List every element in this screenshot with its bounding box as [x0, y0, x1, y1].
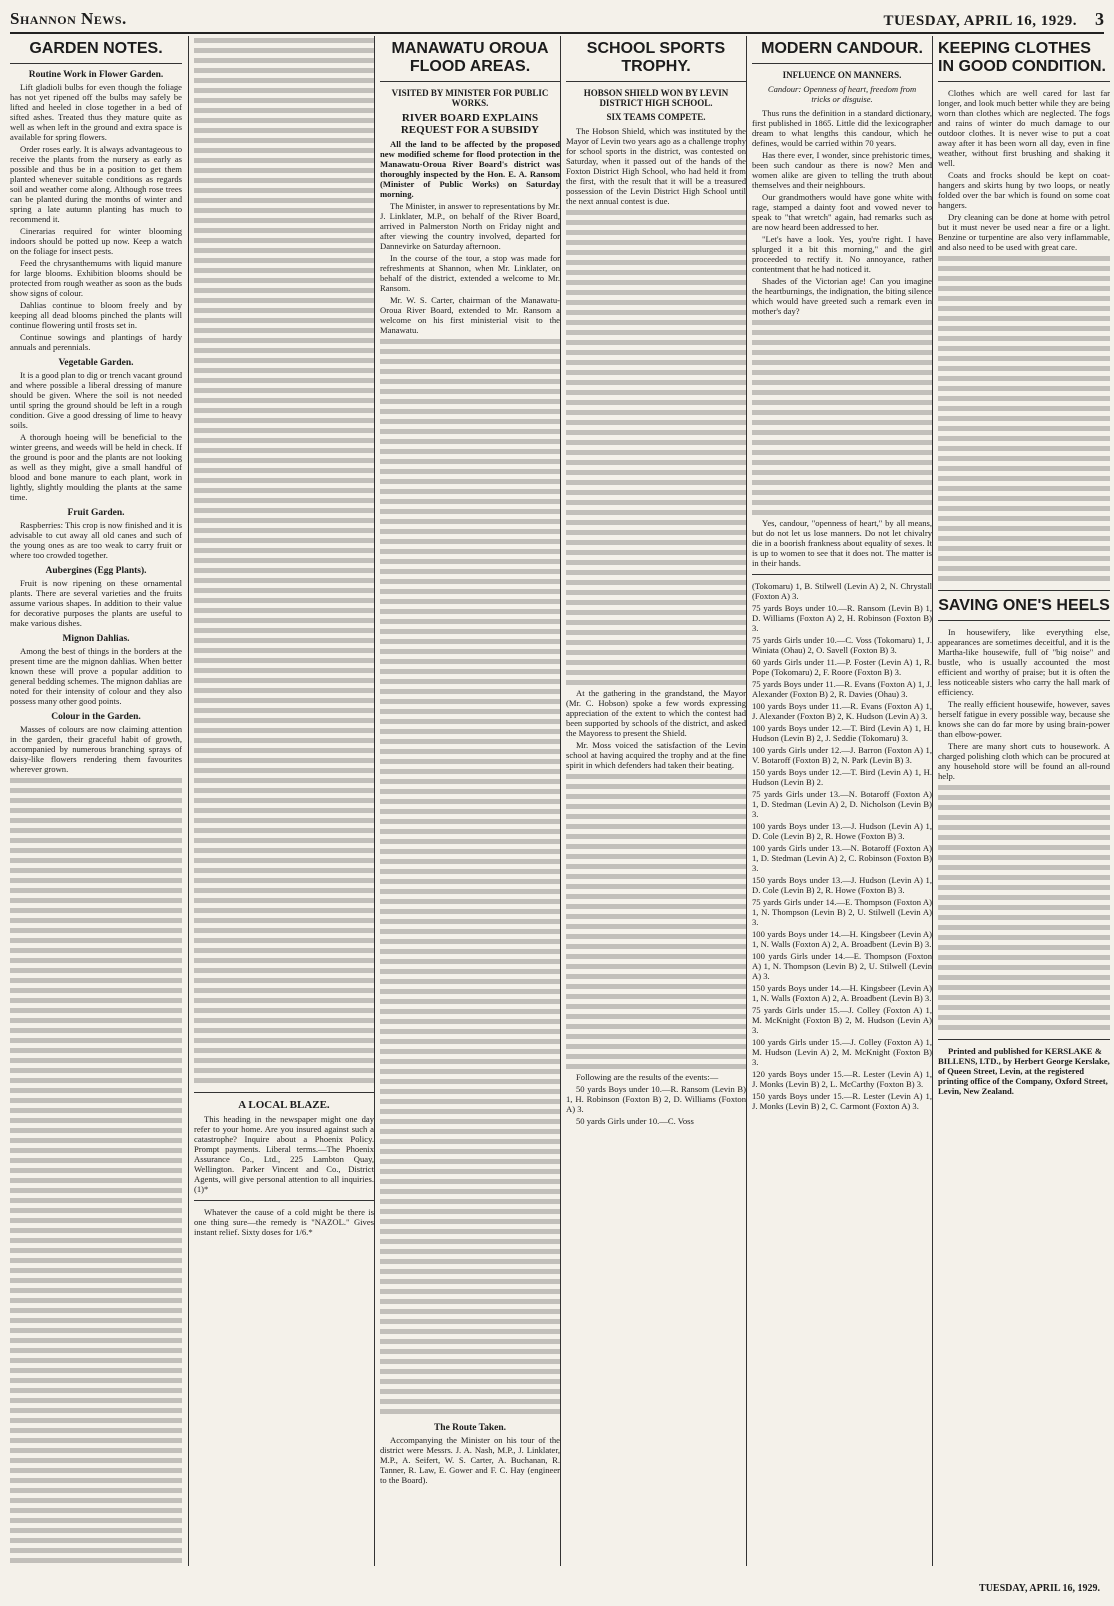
- text-filler: [194, 36, 374, 1086]
- page-columns: [10, 36, 1110, 1566]
- garden-paragraph: Fruit is now ripening on these ornamental plants. There are several varieties and the fruits assume various shapes. In addition to their value for decorative purposes the plants are useful to make various dishes.: [10, 578, 182, 628]
- result-line: 100 yards Boys under 14.—H. Kingsbeer (Levin A) 1, N. Walls (Foxton A) 2, A. Broadbent (Levin B) 3.: [752, 929, 932, 949]
- result-line: 75 yards Boys under 11.—R. Evans (Foxton A) 1, J. Alexander (Foxton B) 2, R. Davies (Ohau) 3.: [752, 679, 932, 699]
- sports-result: 50 yards Boys under 10.—R. Ransom (Levin B) 1, H. Robinson (Foxton B) 2, D. Williams (Foxton A) 3.: [566, 1084, 746, 1114]
- flood-subheading: VISITED BY MINISTER FOR PUBLIC WORKS.: [391, 88, 549, 108]
- candour-paragraph: Yes, candour, "openness of heart," by all means, but do not let us lose manners. Do not let chivalry die in a boorish frankness about equality of sexes. It is up to women to see that it does not. The matter is in their hands.: [752, 518, 932, 568]
- result-line: 100 yards Girls under 13.—N. Botaroff (Foxton A) 1, D. Stedman (Levin A) 2, C. Robinson (Foxton B) 3.: [752, 843, 932, 873]
- issue-date: TUESDAY, APRIL 16, 1929.: [883, 12, 1077, 29]
- text-filler: [10, 776, 182, 1566]
- text-filler: [566, 772, 746, 1072]
- column-modern-candour: [746, 36, 932, 1566]
- garden-paragraph: Feed the chrysanthemums with liquid manure for large blooms. Exhibition blooms should be protected from rough weather as soon as the buds show signs of colour.: [10, 258, 182, 298]
- sports-paragraph: Following are the results of the events:—: [576, 1072, 719, 1082]
- candour-subheading: INFLUENCE ON MANNERS.: [782, 70, 902, 80]
- paper-name: Shannon News.: [10, 9, 127, 28]
- candour-paragraph: Our grandmothers would have gone white with rage, stamped a dainty foot and vowed never to speak to "that wretch" again, had remarks such as are now heard been addressed to her.: [752, 192, 932, 232]
- result-line: 75 yards Girls under 15.—J. Colley (Foxton A) 1, M. McKnight (Foxton B) 2, M. Hudson (Levin A) 3.: [752, 1005, 932, 1035]
- result-line: 60 yards Girls under 11.—P. Foster (Levin A) 1, R. Pope (Tokomaru) 2, F. Roore (Foxton B) 3.: [752, 657, 932, 677]
- garden-subhead: Vegetable Garden.: [58, 358, 134, 368]
- candour-definition: Candour: Openness of heart, freedom from tricks or disguise.: [767, 84, 917, 104]
- result-line: 75 yards Boys under 10.—R. Ransom (Levin B) 1, D. Williams (Foxton A) 2, H. Robinson (Foxton B) 3.: [752, 603, 932, 633]
- divider: [194, 1092, 374, 1093]
- sports-paragraph: Mr. Moss voiced the satisfaction of the Levin school at having acquired the trophy and at the fine spirit in which defenders had taken their beating.: [566, 740, 746, 770]
- heels-paragraph: There are many short cuts to housework. A charged polishing cloth which can be procured at any household store will be found an all-round help.: [938, 741, 1110, 781]
- garden-paragraph: Dahlias continue to bloom freely and by keeping all dead blooms pinched the plants will continue flowering until frosts set in.: [10, 300, 182, 330]
- heels-paragraph: The really efficient housewife, however, saves herself fatigue in every possible way, because she knows she can do far more by using brain-power than elbow-power.: [938, 699, 1110, 739]
- column-keeping-clothes: [932, 36, 1110, 1566]
- keeping-paragraph: Clothes which are well cared for last far longer, and look much better while they are being worn than clothes which are neglected. The fogs and rains of winter do much damage to our outdoor clothes. It is never wise to put a coat away after it has been worn all day, even in fine weather, without first brushing and shaking it well.: [938, 88, 1110, 168]
- sports-result: 50 yards Girls under 10.—C. Voss: [576, 1116, 694, 1126]
- text-filler: [380, 337, 560, 1417]
- result-line: 75 yards Girls under 14.—E. Thompson (Foxton A) 1, N. Thompson (Levin B) 2, U. Stilwell (Levin A) 3.: [752, 897, 932, 927]
- candour-title: MODERN CANDOUR.: [752, 40, 932, 64]
- blaze-paragraph: This heading in the newspaper might one day refer to your home. Are you insured against such a catastrophe? Inquire about a Phoenix Policy. Prompt payments. Liberal terms.—The Phoenix Assurance Co., Ltd., 225 Lambton Quay, Wellington. Parker Vincent and Co., District Agents, will give personal attention to all inquiries. (1)*: [194, 1114, 374, 1194]
- result-line: 100 yards Boys under 11.—R. Evans (Foxton A) 1, J. Alexander (Foxton B) 2, K. Hudson (Levin A) 3.: [752, 701, 932, 721]
- flood-subhead: The Route Taken.: [433, 1423, 507, 1433]
- text-filler: [566, 208, 746, 688]
- candour-paragraph: "Let's have a look. Yes, you're right. I have splurged it a bit this morning," and the girl proceeded to rectify it. No annoyance, rather contentment that he had noticed it.: [752, 234, 932, 274]
- result-line: 150 yards Boys under 12.—T. Bird (Levin A) 1, H. Hudson (Levin B) 2.: [752, 767, 932, 787]
- result-line: 75 yards Girls under 10.—C. Voss (Tokomaru) 1, J. Winiata (Ohau) 2, O. Savell (Foxton B) 3.: [752, 635, 932, 655]
- column-garden-notes: [10, 36, 182, 1566]
- sports-title: SCHOOL SPORTS TROPHY.: [566, 40, 746, 82]
- garden-subhead: Mignon Dahlias.: [62, 634, 130, 644]
- candour-paragraph: Thus runs the definition in a standard dictionary, first published in 1865. Little did the lexicographer dream to what lengths this candour, which he defines, would be carried within 70 years.: [752, 108, 932, 148]
- result-line: 150 yards Boys under 14.—H. Kingsbeer (Levin A) 1, N. Walls (Foxton A) 2, A. Broadbent (Levin B) 3.: [752, 983, 932, 1003]
- result-line: 75 yards Girls under 13.—N. Botaroff (Foxton A) 1, D. Stedman (Levin A) 2, D. Nicholson (Levin B) 3.: [752, 789, 932, 819]
- flood-paragraph: In the course of the tour, a stop was made for refreshments at Shannon, when Mr. Linklater, on behalf of the district, extended a welcome to Mr. Ransom.: [380, 253, 560, 293]
- garden-subhead: Colour in the Garden.: [51, 712, 141, 722]
- sports-paragraph: At the gathering in the grandstand, the Mayor (Mr. C. Hobson) spoke a few words expressing appreciation of the extent to which the contest had been supported by schools of the district, and asked the Mayoress to present the Shield.: [566, 688, 746, 738]
- garden-paragraph: Among the best of things in the borders at the present time are the mignon dahlias. When better known these will prove a popular addition to general bedding schemes. The mignon dahlias are noted for their intensity of colour and they also possess many other good points.: [10, 646, 182, 706]
- garden-subhead: Fruit Garden.: [67, 508, 125, 518]
- nazol-paragraph: Whatever the cause of a cold might be there is one thing sure—the remedy is "NAZOL." Gives instant relief. Sixty doses for 1/6.*: [194, 1207, 374, 1237]
- garden-subhead: Routine Work in Flower Garden.: [28, 70, 164, 80]
- flood-paragraph: Accompanying the Minister on his tour of the district were Messrs. J. A. Nash, M.P., J. Linklater, M.P., A. Seifert, W. S. Carter, A. Buchanan, R. Tanner, R. Law, E. Gower and F. C. Hay (engineer to the Board).: [380, 1435, 560, 1485]
- divider: [194, 1200, 374, 1201]
- flood-headline: RIVER BOARD EXPLAINS REQUEST FOR A SUBSIDY: [400, 112, 540, 136]
- masthead: [10, 6, 1104, 34]
- flood-paragraph: Mr. W. S. Carter, chairman of the Manawatu-Oroua River Board, extended to Mr. Ransom a welcome on his first ministerial visit to the Manawatu.: [380, 295, 560, 335]
- keeping-paragraph: Coats and frocks should be kept on coat-hangers and skirts hung by two loops, or neatly folded over the bar which is found on some coat hangers.: [938, 170, 1110, 210]
- garden-paragraph: Lift gladioli bulbs for even though the foliage has not yet ripened off the bulbs may safely be lifted and heeled in close together in a bed of sifted ashes. Treated thus they mature quite as well as when left in the ground and extra space is available for spring flowers.: [10, 82, 182, 142]
- result-line: 100 yards Girls under 12.—J. Barron (Foxton A) 1, V. Botaroff (Foxton B) 2, N. Park (Levin B) 3.: [752, 745, 932, 765]
- garden-paragraph: A thorough hoeing will be beneficial to the winter greens, and weeds will be held in check. If the ground is poor and the plants are not looking as well as they might, give a small handful of blood and bone manure to each plant, work in lightly, slightly moulding the plants at the same time.: [10, 432, 182, 502]
- result-line: 150 yards Boys under 15.—R. Lester (Levin A) 1, J. Monks (Levin B) 2, C. Carmont (Foxton A) 3.: [752, 1091, 932, 1111]
- saving-heels-title: SAVING ONE'S HEELS: [938, 597, 1110, 621]
- sports-results-list: [752, 581, 932, 1111]
- column-flood-areas: [374, 36, 560, 1566]
- result-line: 100 yards Boys under 12.—T. Bird (Levin A) 1, H. Hudson (Levin B) 2, J. Seddie (Tokomaru) 3.: [752, 723, 932, 743]
- keeping-clothes-title: KEEPING CLOTHES IN GOOD CONDITION.: [938, 40, 1110, 82]
- sports-subheading: HOBSON SHIELD WON BY LEVIN DISTRICT HIGH SCHOOL.: [583, 88, 729, 108]
- footer-date: TUESDAY, APRIL 16, 1929.: [979, 1583, 1100, 1594]
- column-school-sports: [560, 36, 746, 1566]
- sports-paragraph: The Hobson Shield, which was instituted by the Mayor of Levin two years ago as a challenge trophy for school sports in the district, was contested on Saturday, when it passed out of the hands of the Foxton District High School, who had held it from the first, with the result that it will be a treasured possession of the Levin District High School until the next annual contest is due.: [566, 126, 746, 206]
- result-line: 100 yards Girls under 15.—J. Colley (Foxton A) 1, M. Hudson (Levin A) 2, M. McKnight (Foxton B) 3.: [752, 1037, 932, 1067]
- result-line: 150 yards Boys under 13.—J. Hudson (Levin A) 1, D. Cole (Levin B) 2, R. Howe (Foxton B) 3.: [752, 875, 932, 895]
- divider: [938, 1039, 1110, 1040]
- garden-notes-title: GARDEN NOTES.: [10, 40, 182, 64]
- sports-subheading-2: SIX TEAMS COMPETE.: [606, 112, 706, 122]
- heels-paragraph: In housewifery, like everything else, appearances are sometimes deceitful, and it is the Martha-like housewife, full of "big noise" and bustle, who is usually accounted the most efficient and worthy of praise; but it is often the less noticeable sisters who carry the hall mark of efficiency.: [938, 627, 1110, 697]
- page-number: 3: [1095, 8, 1104, 29]
- text-filler: [938, 783, 1110, 1033]
- garden-paragraph: Order roses early. It is always advantageous to receive the plants from the nursery as early as possible and thus be in a position to get them planted whenever suitable conditions as regards soil and weather come along. Although rose trees can be planted during the months of winter and spring a late autumn planting has much to recommend it.: [10, 144, 182, 224]
- candour-paragraph: Has there ever, I wonder, since prehistoric times, been such candour as there is now? Men and women alike are given to telling the truth about themselves and their neighbours.: [752, 150, 932, 190]
- garden-paragraph: Cinerarias required for winter blooming indoors should be potted up now. Keep a watch on the foliage for insect pests.: [10, 226, 182, 256]
- text-filler: [752, 318, 932, 518]
- printer-imprint: Printed and published for KERSLAKE & BILLENS, LTD., by Herbert George Kerslake, of Queen Street, Levin, at the registered printing office of the Company, Oxford Street, Levin, New Zealand.: [938, 1046, 1110, 1096]
- result-line: 120 yards Boys under 15.—R. Lester (Levin A) 1, J. Monks (Levin B) 2, L. McCarthy (Foxton B) 3.: [752, 1069, 932, 1089]
- result-line: (Tokomaru) 1, B. Stilwell (Levin A) 2, N. Chrystall (Foxton A) 3.: [752, 581, 932, 601]
- garden-paragraph: Continue sowings and plantings of hardy annuals and perennials.: [10, 332, 182, 352]
- garden-subhead: Aubergines (Egg Plants).: [45, 566, 147, 576]
- garden-paragraph: Raspberries: This crop is now finished and it is advisable to cut away all old canes and such of the young ones as are too weak to carry fruit or where too crowded together.: [10, 520, 182, 560]
- column-garden-continued: [188, 36, 374, 1566]
- candour-paragraph: Shades of the Victorian age! Can you imagine the heartburnings, the indignation, the biting silence which would have greeted such a remark even in mother's day?: [752, 276, 932, 316]
- masthead-right: [884, 9, 1104, 30]
- garden-paragraph: It is a good plan to dig or trench vacant ground and where possible a liberal dressing of manure should be given. Where the soil is not needed until spring the ground should be left in a rough condition. Give a good dressing of lime to heavy soils.: [10, 370, 182, 430]
- local-blaze-title: A LOCAL BLAZE.: [238, 1099, 330, 1111]
- flood-lead: All the land to be affected by the proposed new modified scheme for flood protection in the Manawatu-Oroua River Board's district was thoroughly inspected by the Hon. E. A. Ransom (Minister of Public Works) on Saturday morning.: [380, 139, 560, 199]
- result-line: 100 yards Girls under 14.—E. Thompson (Foxton A) 1, N. Thompson (Levin B) 2, U. Stilwell (Levin A) 3.: [752, 951, 932, 981]
- flood-paragraph: The Minister, in answer to representations by Mr. J. Linklater, M.P., on behalf of the River Board, arrived in Palmerston North on Friday night and after viewing the country involved, departed for Dannevirke on Saturday afternoon.: [380, 201, 560, 251]
- divider: [938, 590, 1110, 591]
- garden-paragraph: Masses of colours are now claiming attention in the garden, their graceful habit of growth, accompanied by numerous branching sprays of daisy-like flowers rendering them favourites wherever grown.: [10, 724, 182, 774]
- result-line: 100 yards Boys under 13.—J. Hudson (Levin A) 1, D. Cole (Levin B) 2, R. Howe (Foxton B) 3.: [752, 821, 932, 841]
- text-filler: [938, 254, 1110, 584]
- flood-title: MANAWATU OROUA FLOOD AREAS.: [380, 40, 560, 82]
- keeping-paragraph: Dry cleaning can be done at home with petrol but it must never be used near a fire or a light. Benzine or turpentine are also very inflammable, and also need to be used with great care.: [938, 212, 1110, 252]
- divider: [752, 574, 932, 575]
